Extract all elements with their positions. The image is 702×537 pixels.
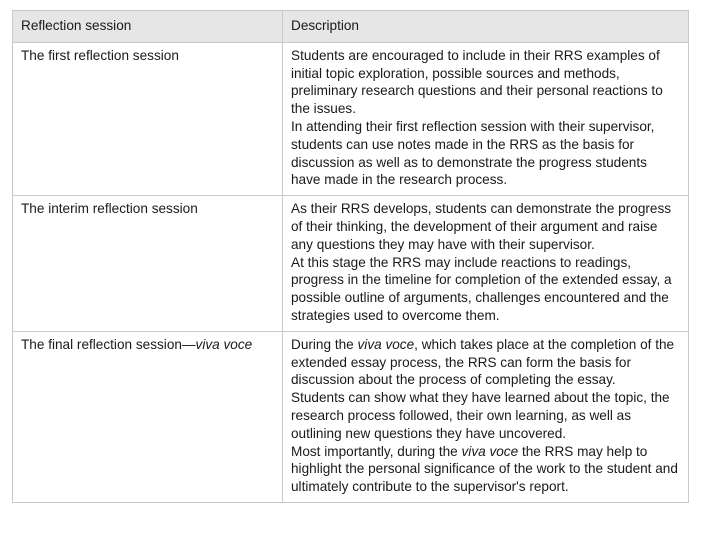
description-cell [283,196,689,332]
session-name: The first reflection session [21,47,179,63]
description-text: the RRS may help to highlight the personal significance of the work to the student and ultimately contribute to the supervisor's report. [291,443,678,495]
header-row [13,11,689,43]
description-paragraph [291,118,680,189]
session-name-italic: viva voce [195,336,253,352]
description-cell [283,331,689,502]
description-text: Students are encouraged to include in their RRS examples of initial topic exploration, possible sources and methods, preliminary research questions and their personal reactions to the issues. [291,47,663,117]
description-cell [283,42,689,195]
reflection-sessions-table [12,10,689,503]
description-text: Students can show what they have learned about the topic, the research process followed, their own learning, as well as outlining new questions they have uncovered. [291,390,670,441]
description-text: , which takes place at the completion of the extended essay process, the RRS can form the basis for discussion about the process of completing the essay. [291,336,675,388]
session-name-cell [13,42,283,195]
description-text: As their RRS develops, students can demonstrate the progress of their thinking, the development of their argument and raise any questions they may have with their supervisor. [291,201,672,252]
session-name-cell [13,196,283,332]
description-text: During the [291,336,358,352]
description-italic-term: viva voce [357,336,415,352]
description-italic-term: viva voce [461,443,519,459]
table-row [13,331,689,502]
table-body [13,42,689,502]
description-paragraph [291,336,680,389]
description-text: Most importantly, during the [291,443,462,459]
table-row [13,42,689,195]
table-row [13,196,689,332]
session-name: The interim reflection session [21,201,198,217]
description-text: In attending their first reflection session with their supervisor, students can use notes made in the RRS as the basis for discussion as well as to demonstrate the progress students have made in the research process. [291,118,655,188]
description-paragraph [291,254,680,325]
description-paragraph [291,47,680,118]
description-paragraph [291,443,680,496]
description-paragraph [291,389,680,442]
header-reflection-session: Reflection session [13,11,283,43]
description-text: At this stage the RRS may include reactions to readings, progress in the timeline for completion of the extended essay, a possible outline of arguments, challenges encountered and the strategies used to overcome them. [291,254,672,323]
description-paragraph [291,200,680,253]
header-description: Description [283,11,689,43]
table-header [13,11,689,43]
session-name-cell [13,331,283,502]
session-name: The final reflection session— [21,336,196,352]
